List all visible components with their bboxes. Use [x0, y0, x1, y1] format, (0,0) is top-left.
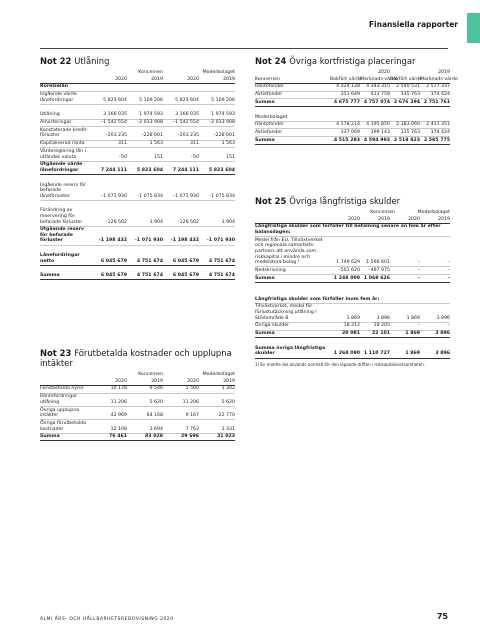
note-22 [40, 56, 235, 280]
row-label: Förändring av reservering för befarade förluster [40, 208, 83, 225]
table-row [40, 252, 235, 265]
column-header: Marknads-värde [360, 76, 398, 82]
table-row [255, 122, 450, 130]
cell-value: 22 770 [218, 413, 235, 419]
table-row [40, 112, 235, 120]
cell-value: 20 081 [342, 331, 360, 337]
section-title: Finansiella rapporter [368, 20, 458, 29]
cell-value: 4 343 315 [366, 84, 390, 90]
group-headers [40, 70, 235, 76]
header-row [255, 216, 450, 224]
cell-value: 3 896 [435, 351, 450, 357]
table-row [40, 420, 235, 433]
cell-value: 1 974 593 [139, 112, 163, 118]
table-row [40, 141, 235, 149]
table-row [255, 304, 450, 323]
cell-value: 151 [226, 154, 235, 160]
cell-value: 1 302 [221, 386, 235, 392]
table-row [255, 137, 450, 145]
table-row [255, 345, 450, 358]
cell-value: –1 075 834 [136, 193, 163, 199]
spacer-row [40, 201, 235, 208]
cell-value: 2 383 060 [396, 122, 420, 128]
note-25-table [255, 216, 450, 359]
row-label: Övriga förutbetalda kostnader [40, 420, 87, 432]
cell-value: –1 198 432 [98, 238, 127, 244]
table-row [40, 407, 235, 420]
note-number: Not 25 [255, 196, 287, 206]
cell-value: 399 143 [370, 130, 390, 136]
cell-value: 4 675 777 [333, 99, 360, 105]
cell-value: 3 166 035 [103, 112, 127, 118]
year-2019: 2019 [438, 70, 450, 75]
cell-value: 1 869 [405, 351, 420, 357]
note-23 [40, 348, 235, 441]
cell-value: 3 166 035 [175, 112, 199, 118]
group-koncernen: Koncernen [370, 210, 395, 215]
row-label: Summa [255, 99, 275, 105]
cell-value: –126 502 [105, 219, 127, 225]
table-row [40, 120, 235, 128]
note-title: Övriga långfristiga skulder [289, 196, 401, 206]
cell-value: 4 195 850 [366, 122, 390, 128]
table-row [40, 162, 235, 175]
cell-value: –228 001 [141, 133, 163, 139]
note-24-table [255, 76, 458, 145]
cell-value: – [447, 323, 450, 329]
cell-value: 5 823 604 [103, 97, 127, 103]
cell-value: 9 167 [185, 413, 199, 419]
row-label: Räntefonder [255, 84, 284, 90]
cell-value: 135 763 [400, 92, 420, 98]
row-label: Summa [255, 275, 275, 281]
cell-value: 4 751 674 [136, 258, 163, 264]
cell-value: – [417, 323, 420, 329]
note-23-heading [40, 348, 235, 368]
group-moderbolaget: Moderbolaget [202, 70, 235, 75]
group-koncernen: Koncernen [138, 70, 163, 75]
cell-value: 1 974 593 [211, 112, 235, 118]
spacer-row [40, 266, 235, 273]
row-label: Aktiefonder [255, 130, 283, 136]
note-title: Övriga kortfristiga placeringar [289, 56, 416, 66]
table-row [40, 273, 235, 281]
column-header: 2020 [348, 216, 360, 222]
header-row [40, 378, 235, 386]
cell-value: – [417, 260, 420, 266]
cell-value: 3 896 [435, 331, 450, 337]
cell-value: 6 045 679 [100, 258, 127, 264]
row-label: Aktiefonder [255, 92, 283, 98]
cell-value: –1 071 930 [206, 238, 235, 244]
year-headers [255, 70, 450, 76]
cell-value: 3 904 [221, 219, 235, 225]
table-row [255, 114, 450, 122]
column-header: 2019 [378, 216, 390, 222]
cell-value: – [417, 275, 420, 281]
cell-value: 1 560 [185, 386, 199, 392]
cell-value: –1 071 930 [172, 193, 199, 199]
table-row [255, 99, 450, 107]
cell-value: 135 763 [400, 130, 420, 136]
row-label: Räntefordringar utlåning [40, 394, 78, 405]
cell-value: 1 268 090 [333, 351, 360, 357]
row-label: Summa [255, 331, 275, 337]
column-header: 2020 [115, 378, 127, 384]
row-label: Amorteringar [40, 120, 72, 126]
cell-value: 3 896 [376, 315, 390, 321]
note-25-heading [255, 196, 450, 206]
page-header [0, 0, 480, 46]
cell-value: – [447, 267, 450, 273]
table-row [255, 323, 450, 331]
cell-value: 2 577 337 [426, 84, 450, 90]
table-row [40, 386, 235, 394]
spacer-row [40, 246, 235, 253]
cell-value: 18 212 [343, 323, 360, 329]
cell-value: 174 424 [430, 130, 450, 136]
cell-value: 5 109 206 [211, 97, 235, 103]
note-24-heading [255, 56, 450, 66]
cell-value: 7 244 111 [172, 168, 199, 173]
note-number: Not 23 [40, 348, 72, 358]
section-label: Långfristiga skulder som förfaller inom fem år: [255, 296, 380, 302]
row-label: Ingående reserv för befarade låneförluster [40, 182, 87, 199]
column-header: 2019 [223, 378, 235, 384]
table-row [40, 148, 235, 161]
cell-value: –1 542 554 [172, 120, 199, 126]
year-2020: 2020 [378, 70, 390, 75]
row-label: Summa [40, 434, 60, 440]
cell-value: 3 904 [149, 219, 163, 225]
column-header: 2019 [151, 76, 163, 82]
cell-value: 6 045 679 [172, 273, 199, 279]
cell-value: –2 033 908 [136, 120, 163, 126]
row-label: Förutbetalda hyror [40, 386, 84, 392]
cell-value: 1 110 727 [363, 351, 390, 357]
cell-value: 64 168 [146, 413, 163, 419]
cell-value: –2 033 908 [208, 120, 235, 126]
cell-value: 22 101 [372, 331, 390, 337]
cell-value: 151 [154, 154, 163, 160]
row-label: Tillväxtverket, medel för förlustutäckning utlåning i Stödområde B [255, 304, 317, 321]
cell-value: 337 069 [340, 130, 360, 136]
cell-value: 83 028 [145, 434, 163, 440]
header-row [40, 76, 235, 84]
row-label: Summa [255, 137, 275, 143]
cell-value: 7 763 [185, 426, 199, 432]
spacer-row [40, 105, 235, 112]
cell-value: –228 001 [213, 133, 235, 139]
table-row [255, 84, 450, 92]
section-label: Långfristiga skulder som förfaller till betalning senare än fem år efter balansdagen: [255, 224, 441, 235]
note-title: Utlåning [74, 56, 110, 66]
cell-value: 2 676 294 [393, 99, 420, 105]
cell-value: 4 757 074 [363, 99, 390, 105]
footer-text: ALMI ÅRS- OCH HÅLLBARHETSREDOVISNING 2020 [40, 617, 174, 622]
column-header: 2019 [223, 76, 235, 82]
cell-value: 1 563 [221, 141, 235, 147]
cell-value: 42 969 [110, 413, 127, 419]
cell-value: 6 045 679 [100, 273, 127, 279]
table-row [255, 92, 450, 100]
cell-value: 413 759 [370, 92, 390, 98]
table-row [40, 434, 235, 442]
header-row [255, 76, 458, 84]
table-row [255, 331, 450, 339]
row-label: Konstaterade kredit-förluster [40, 127, 88, 139]
cell-value: 18 205 [373, 323, 390, 329]
row-label: Övriga upplupna intäkter [40, 407, 80, 419]
cell-value: –1 542 554 [100, 120, 127, 126]
note-22-heading [40, 56, 235, 66]
cell-value: 76 461 [109, 434, 127, 440]
column-header: 2019 [438, 216, 450, 222]
cell-value: 1 869 [406, 315, 420, 321]
cell-value: 1 869 [405, 331, 420, 337]
table-row [40, 227, 235, 246]
group-moderbolaget: Moderbolaget [417, 210, 450, 215]
table-row [40, 208, 235, 227]
row-label: Moderbolaget [255, 114, 288, 120]
cell-value: – [447, 275, 450, 281]
cell-value: 174 424 [430, 92, 450, 98]
row-label: Utgående värde lånefordringar [40, 162, 83, 173]
cell-value: 2 518 823 [393, 137, 420, 143]
cell-value: 5 620 [221, 399, 235, 405]
cell-value: 4 324 128 [336, 84, 360, 90]
cell-value: 4 515 283 [333, 137, 360, 143]
cell-value: 5 823 604 [175, 97, 199, 103]
cell-value: –50 [190, 154, 199, 160]
cell-value: 1 563 [149, 141, 163, 147]
cell-value: 1 566 601 [366, 260, 390, 266]
row-label: Kapitaliserad ränta [40, 141, 85, 147]
row-label: Räntefonder [255, 122, 284, 128]
cell-value: – [417, 267, 420, 273]
cell-value: 10 178 [110, 386, 127, 392]
row-label: Utgående reserv för befarade förluster [40, 227, 85, 244]
group-headers [255, 210, 450, 216]
row-label: Lånefordringar netto [40, 253, 80, 264]
cell-value: 4 751 674 [208, 258, 235, 264]
cell-value: –497 975 [368, 267, 390, 273]
cell-value: 5 823 604 [208, 168, 235, 173]
spacer-row [255, 107, 450, 114]
cell-value: 3 896 [436, 315, 450, 321]
cell-value: 2 585 775 [423, 137, 450, 143]
cell-value: 7 244 111 [100, 168, 127, 173]
cell-value: –1 075 834 [208, 193, 235, 199]
cell-value: 9 546 [149, 386, 163, 392]
row-label: Rörelselån [40, 84, 69, 90]
column-header: 2020 [187, 76, 199, 82]
spacer-row [255, 283, 450, 296]
section-heading [255, 296, 450, 304]
footnote: 1) En mindre del används normalt för den löpande driften i riskkapitalverksamheten. [255, 361, 426, 367]
cell-value: –126 502 [177, 219, 199, 225]
table-row [40, 84, 235, 92]
row-label: Ingående värde lånefordringar [40, 92, 77, 103]
group-koncernen: Koncernen [138, 372, 163, 377]
cell-value: 351 649 [340, 92, 360, 98]
note-22-table [40, 76, 235, 280]
row-label: Summa [40, 273, 60, 279]
cell-value: 2 540 531 [396, 84, 420, 90]
table-row [255, 129, 450, 137]
row-label: Medel från EU, Tillväxtverket och regionala samarbets-partners att använda som riskkapital i mindre och medelstora bolag ¹ [255, 237, 323, 266]
cell-value: 2 751 761 [423, 99, 450, 105]
cell-value: 31 023 [217, 434, 235, 440]
table-row [255, 237, 450, 267]
spacer-row [40, 175, 235, 182]
cell-value: –1 071 930 [134, 238, 163, 244]
group-headers [40, 372, 235, 378]
cell-value: 311 [118, 141, 127, 147]
row-label: Summa övriga långfristiga skulder [255, 345, 326, 357]
cell-value: – [447, 260, 450, 266]
note-24 [255, 56, 458, 145]
table-row [40, 394, 235, 407]
cell-value: 12 108 [110, 426, 127, 432]
column-header: 2020 [408, 216, 420, 222]
row-label: Nedskrivning [255, 267, 286, 273]
row-label: Utlåning [40, 112, 60, 118]
table-row [255, 267, 450, 275]
cell-value: 1 749 629 [336, 260, 360, 266]
note-number: Not 24 [255, 56, 287, 66]
group-moderbolaget: Moderbolaget [202, 372, 235, 377]
cell-value: 1 869 [346, 315, 360, 321]
cell-value: 4 751 674 [208, 273, 235, 279]
cell-value: 1 331 [221, 426, 235, 432]
cell-value: 3 694 [149, 426, 163, 432]
column-header: 2020 [187, 378, 199, 384]
note-25 [255, 196, 450, 367]
column-header: 2019 [151, 378, 163, 384]
cell-value: 5 109 206 [139, 97, 163, 103]
table-row [40, 182, 235, 201]
cell-value: 6 045 679 [172, 258, 199, 264]
cell-value: 11 206 [182, 399, 199, 405]
column-header: Bokfört värde [330, 76, 362, 82]
cell-value: –203 235 [177, 133, 199, 139]
column-header: 2020 [115, 76, 127, 82]
header-rule [40, 48, 448, 49]
column-header: Bokfört värde [390, 76, 422, 82]
cell-value: 5 620 [149, 399, 163, 405]
cell-value: –1 071 930 [100, 193, 127, 199]
cell-value: 311 [190, 141, 199, 147]
cell-value: –203 235 [105, 133, 127, 139]
table-row [40, 127, 235, 140]
cell-value: 5 823 604 [136, 168, 163, 173]
spacer-row [255, 338, 450, 345]
cell-value: 1 068 626 [363, 275, 390, 281]
cell-value: 11 206 [110, 399, 127, 405]
cell-value: 4 594 993 [363, 137, 390, 143]
note-number: Not 22 [40, 56, 72, 66]
cell-value: –501 620 [338, 267, 360, 273]
row-label: Värdereglering lån i utländsk valuta [40, 149, 86, 160]
cell-value: 1 248 009 [333, 275, 360, 281]
section-heading [255, 224, 450, 237]
cell-value: 29 696 [181, 434, 199, 440]
cell-value: 4 178 214 [336, 122, 360, 128]
column-header: Marknads-värde [420, 76, 458, 82]
cell-value: –1 198 432 [170, 238, 199, 244]
note-title: Förutbetalda kostnader och upplupna intäkter [40, 348, 232, 368]
note-23-table [40, 378, 235, 441]
cell-value: –50 [118, 154, 127, 160]
column-header: Koncernen [255, 76, 280, 82]
table-row [40, 92, 235, 105]
section-tab [467, 13, 480, 43]
page-number: 75 [436, 612, 448, 621]
cell-value: 2 411 351 [426, 122, 450, 128]
cell-value: 4 751 674 [136, 273, 163, 279]
row-label: Övriga skulder [255, 323, 290, 329]
table-row [255, 275, 450, 283]
